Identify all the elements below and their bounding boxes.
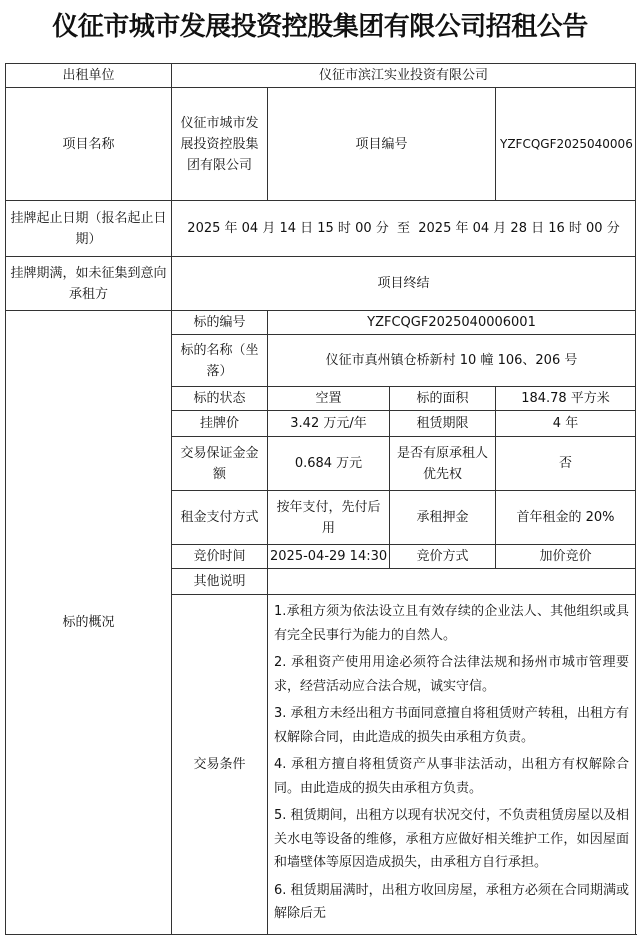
lessor-label: 出租单位 [6,64,172,88]
condition-item: 4. 承租方擅自将租赁资产从事非法活动，出租方有权解除合同。由此造成的损失由承租方负责。 [274,757,630,796]
bid-time-value: 2025-04-29 14:30 [268,545,390,569]
condition-item: 5. 租赁期间，出租方以现有状况交付，不负责租赁房屋以及相关水电等设备的维修，承租方应做好相关维护工作，如因屋面和墙壁体等原因造成损失，由承租方自行承担。 [274,808,630,870]
condition-item: 2. 承租资产使用用途必须符合法律法规和扬州市城市管理要求，经营活动应合法合规，诚实守信。 [274,655,630,694]
conditions-label: 交易条件 [172,595,268,935]
term-label: 租赁期限 [390,411,496,437]
bid-method-label: 竞价方式 [390,545,496,569]
item-code-label: 标的编号 [172,311,268,335]
condition-item: 6. 租赁期届满时，出租方收回房屋，承租方必须在合同期满或解除后无 [274,882,630,921]
priority-label: 是否有原承租人优先权 [390,437,496,491]
project-code-value: YZFCQGF2025040006 [496,88,636,201]
lessor-row [6,64,636,88]
condition-item: 3. 承租方未经出租方书面同意擅自将租赁财产转租，出租方有权解除合同，由此造成的损失由承租方负责。 [274,706,630,745]
item-code-value: YZFCQGF2025040006001 [268,311,636,335]
page-title: 仪征市城市发展投资控股集团有限公司招租公告 [52,12,588,42]
area-value: 184.78 平方米 [496,387,636,411]
condition-item: 1.承租方须为依法设立且有效存续的企业法人、其他组织或具有完全民事行为能力的自然人。 [274,604,630,643]
price-label: 挂牌价 [172,411,268,437]
pledge-value: 首年租金的 20% [496,491,636,545]
expiry-label: 挂牌期满，如未征集到意向承租方 [6,257,172,311]
project-name-label: 项目名称 [6,88,172,201]
term-value: 4 年 [496,411,636,437]
price-value: 3.42 万元/年 [268,411,390,437]
other-value [268,569,636,595]
notice-table [5,63,636,935]
payment-value: 按年支付，先付后用 [268,491,390,545]
listing-value: 2025 年 04 月 14 日 15 时 00 分 至 2025 年 04 月 28 日 16 时 00 分 [172,201,636,257]
payment-label: 租金支付方式 [172,491,268,545]
overview-label: 标的概况 [6,311,172,935]
listing-label: 挂牌起止日期（报名起止日期） [6,201,172,257]
bid-method-value: 加价竞价 [496,545,636,569]
expiry-row [6,257,636,311]
other-label: 其他说明 [172,569,268,595]
deposit-label: 交易保证金金额 [172,437,268,491]
status-label: 标的状态 [172,387,268,411]
item-name-value: 仪征市真州镇仓桥新村 10 幢 106、206 号 [268,335,636,387]
project-row [6,88,636,201]
listing-row [6,201,636,257]
project-name-value: 仪征市城市发展投资控股集团有限公司 [172,88,268,201]
status-value: 空置 [268,387,390,411]
deposit-value: 0.684 万元 [268,437,390,491]
lessor-value: 仪征市滨江实业投资有限公司 [172,64,636,88]
bid-time-label: 竞价时间 [172,545,268,569]
item-name-label: 标的名称（坐落） [172,335,268,387]
expiry-value: 项目终结 [172,257,636,311]
conditions-content [268,595,636,935]
pledge-label: 承租押金 [390,491,496,545]
project-code-label: 项目编号 [268,88,496,201]
item-code-row [6,311,636,335]
priority-value: 否 [496,437,636,491]
area-label: 标的面积 [390,387,496,411]
